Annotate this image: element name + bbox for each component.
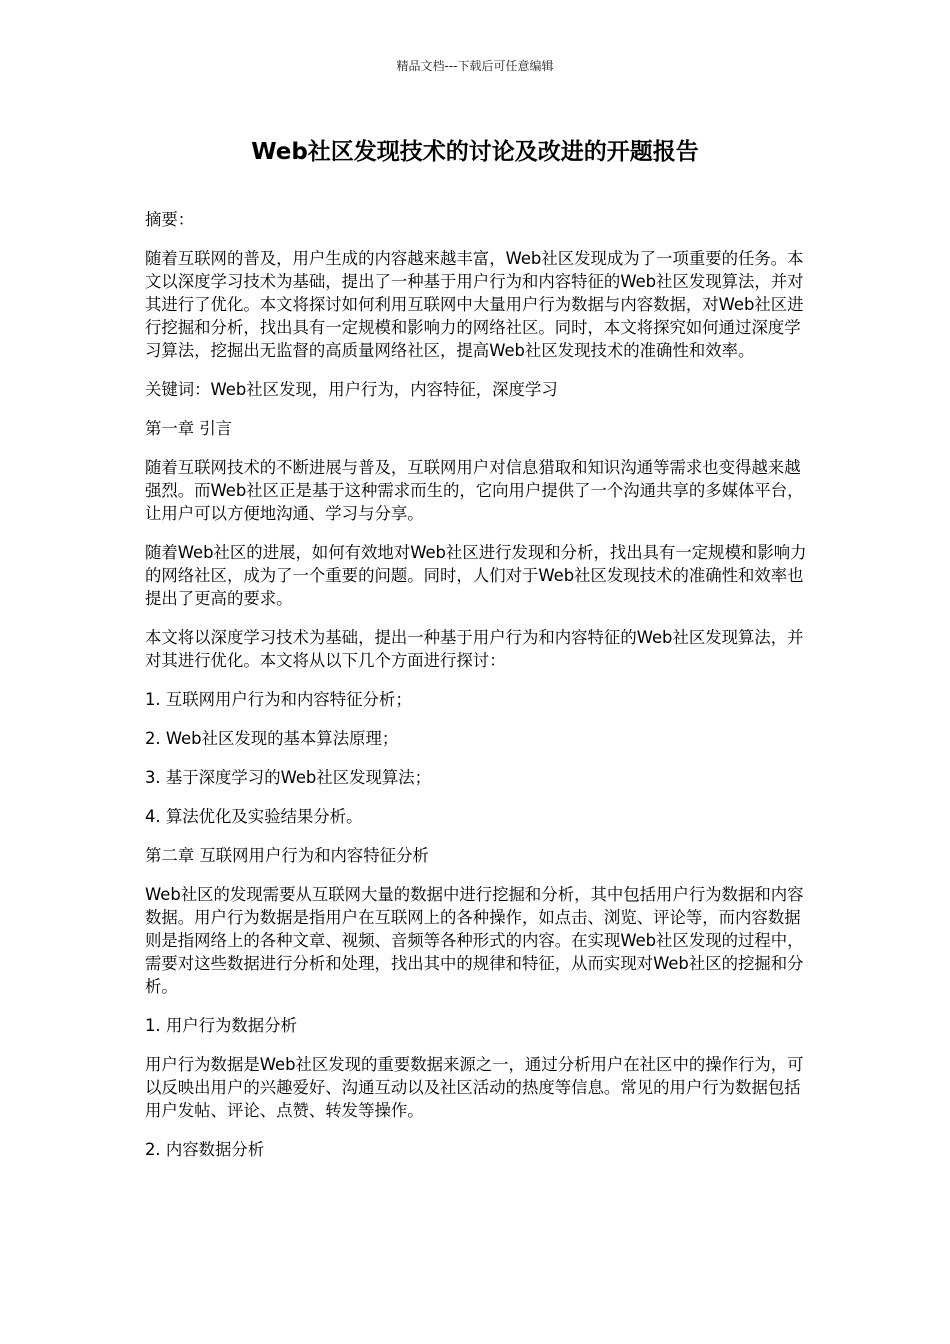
document-body [145, 208, 809, 1177]
chapter-heading: 第一章 引言 [145, 419, 233, 438]
body-paragraph: 本文将以深度学习技术为基础，提出一种基于用户行为和内容特征的Web社区发现算法，并对其进行优化。本文将从以下几个方面进行探讨： [145, 628, 804, 670]
body-paragraph: 随着互联网技术的不断进展与普及，互联网用户对信息猎取和知识沟通等需求也变得越来越强烈。而Web社区正是基于这种需求而生的，它向用户提供了一个沟通共享的多媒体平台，让用户可以方便地沟通、学习与分享。 [145, 458, 804, 523]
section-heading: 2. 内容数据分析 [145, 1140, 265, 1159]
body-paragraph: 随着Web社区的进展，如何有效地对Web社区进行发现和分析，找出具有一定规模和影响力的网络社区，成为了一个重要的问题。同时，人们对于Web社区发现技术的准确性和效率也提出了更高的要求。 [145, 543, 807, 608]
list-item: 3. 基于深度学习的Web社区发现算法； [145, 768, 432, 787]
abstract-label: 摘要： [145, 210, 195, 229]
document-title: Web社区发现技术的讨论及改进的开题报告 [251, 139, 699, 165]
keywords-line: 关键词：Web社区发现，用户行为，内容特征，深度学习 [145, 380, 558, 399]
abstract-paragraph: 随着互联网的普及，用户生成的内容越来越丰富，Web社区发现成为了一项重要的任务。本文以深度学习技术为基础，提出了一种基于用户行为和内容特征的Web社区发现算法，并对其进行了优化。本文将探讨如何利用互联网中大量用户行为数据与内容数据，对Web社区进行挖掘和分析，找出具有一定规模和影响力的网络社区。同时，本文将探究如何通过深度学习算法，挖掘出无监督的高质量网络社区，提高Web社区发现技术的准确性和效率。 [145, 249, 804, 360]
body-paragraph: Web社区的发现需要从互联网大量的数据中进行挖掘和分析，其中包括用户行为数据和内容数据。用户行为数据是指用户在互联网上的各种操作，如点击、浏览、评论等，而内容数据则是指网络上的各种文章、视频、音频等各种形式的内容。在实现Web社区发现的过程中，需要对这些数据进行分析和处理，找出其中的规律和特征，从而实现对Web社区的挖掘和分析。 [145, 885, 804, 996]
list-item: 1. 互联网用户行为和内容特征分析； [145, 690, 412, 709]
list-item: 2. Web社区发现的基本算法原理； [145, 729, 399, 748]
list-item: 4. 算法优化及实验结果分析。 [145, 807, 363, 826]
chapter-heading: 第二章 互联网用户行为和内容特征分析 [145, 846, 429, 865]
body-paragraph: 用户行为数据是Web社区发现的重要数据来源之一，通过分析用户在社区中的操作行为，可以反映出用户的兴趣爱好、沟通互动以及社区活动的热度等信息。常见的用户行为数据包括用户发帖、评论、点赞、转发等操作。 [145, 1055, 804, 1120]
section-heading: 1. 用户行为数据分析 [145, 1016, 297, 1035]
header-note: 精品文档---下载后可任意编辑 [396, 59, 554, 73]
